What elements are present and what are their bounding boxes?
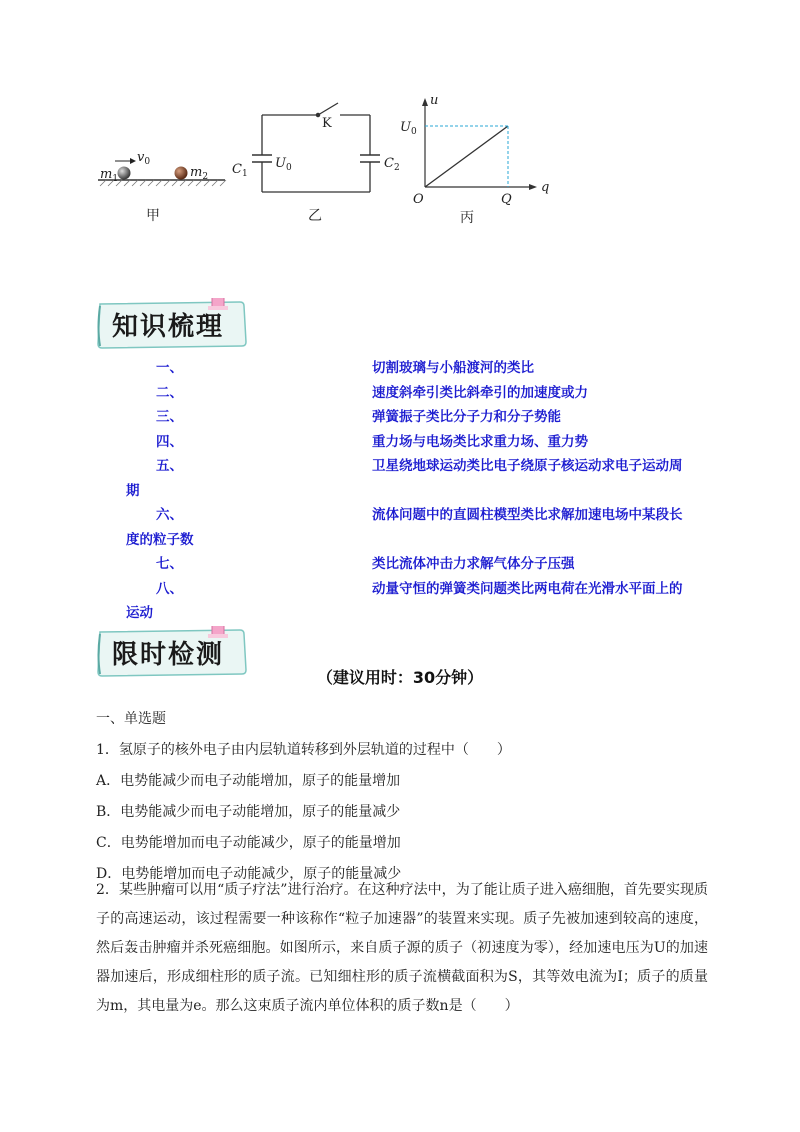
option-d[interactable]: D．电势能增加而电子动能减少，原子的能量减少	[96, 866, 402, 882]
velocity-arrow-icon	[130, 158, 136, 164]
list-item: 七、 类比流体冲击力求解气体分子压强	[156, 556, 575, 572]
list-item: 四、 重力场与电场类比求重力场、重力势	[156, 433, 588, 450]
svg-text:C1: $C_1$	[232, 162, 248, 179]
y-axis-arrow-icon	[422, 98, 428, 106]
list-item: 八、 动量守恒的弹簧类问题类比两电荷在光滑水平面上的	[156, 580, 683, 597]
figure-bing	[400, 93, 549, 226]
svg-text:u: u	[430, 93, 439, 108]
caption-yi: 乙	[308, 208, 322, 224]
svg-text:q: q	[541, 180, 550, 195]
x-axis-arrow-icon	[529, 184, 537, 190]
list-item: 二、 速度斜牵引类比斜牵引的加速度或力	[156, 384, 588, 401]
svg-text:K: K	[322, 116, 332, 131]
section-title: 知识梳理	[112, 312, 225, 342]
list-item-continuation: 期	[126, 482, 140, 499]
svg-text:U0: $U_0$	[400, 120, 417, 137]
svg-text:O: O	[413, 192, 424, 207]
figure-yi-labels	[232, 116, 400, 224]
question-1-stem: 1．氢原子的核外电子由内层轨道转移到外层轨道的过程中（ ）	[96, 742, 511, 758]
svg-text:m2: $m_2$	[190, 165, 209, 182]
svg-text:Q: Q	[501, 192, 512, 207]
questions	[96, 704, 706, 890]
figures-svg	[0, 0, 800, 250]
svg-text:v0: $v_0$	[137, 150, 151, 167]
figure-yi	[252, 103, 380, 192]
section-banner-knowledge	[94, 298, 254, 352]
time-suggestion: （建议用时：30分钟）	[316, 668, 484, 687]
list-item: 一、 切割玻璃与小船渡河的类比	[156, 360, 534, 376]
caption-jia: 甲	[146, 208, 160, 224]
figure-jia	[98, 150, 226, 224]
svg-text:m1: $m_1$	[100, 167, 119, 184]
question-2-text: 2．某些肿瘤可以用“质子疗法”进行治疗。在这种疗法中，为了能让质子进入癌细胞，首先要实现质子的高速运动，该过程需要一种该称作“粒子加速器”的装置来实现。质子先被加速到较高的速度，然后轰击肿瘤并杀死癌细胞。如图所示，来自质子源的质子（初速度为零），经加速电压为U的加速器加速后，形成细柱形的质子流。已知细柱形的质子流横截面积为S，其等效电流为I；质子的质量为m，其电量为e。那么这束质子流内单位体积的质子数n是（ ）	[96, 882, 708, 1014]
list-item: 三、 弹簧振子类比分子力和分子势能	[156, 409, 561, 425]
list-item: 六、 流体问题中的直圆柱模型类比求解加速电场中某段长	[156, 507, 683, 523]
switch-k	[318, 103, 338, 115]
ball-m2	[175, 167, 188, 180]
question-group-title: 一、单选题	[96, 711, 166, 727]
svg-text:C2: $C_2$	[384, 156, 400, 173]
list-item-continuation: 度的粒子数	[126, 531, 194, 548]
list-item-continuation: 运动	[126, 605, 153, 621]
option-b[interactable]: B．电势能减少而电子动能增加，原子的能量减少	[96, 804, 401, 820]
caption-bing: 丙	[460, 210, 474, 226]
svg-text:U0: $U_0$	[275, 156, 292, 173]
option-a[interactable]: A．电势能减少而电子动能增加，原子的能量增加	[96, 773, 401, 789]
u-q-line	[425, 126, 508, 187]
list-item: 五、 卫星绕地球运动类比电子绕原子核运动求电子运动周	[156, 458, 683, 474]
knowledge-list	[0, 352, 800, 622]
option-c[interactable]: C．电势能增加而电子动能减少，原子的能量增加	[96, 835, 401, 851]
figures-row	[0, 0, 800, 250]
ball-m1	[118, 167, 131, 180]
section-title: 限时检测	[112, 640, 225, 670]
